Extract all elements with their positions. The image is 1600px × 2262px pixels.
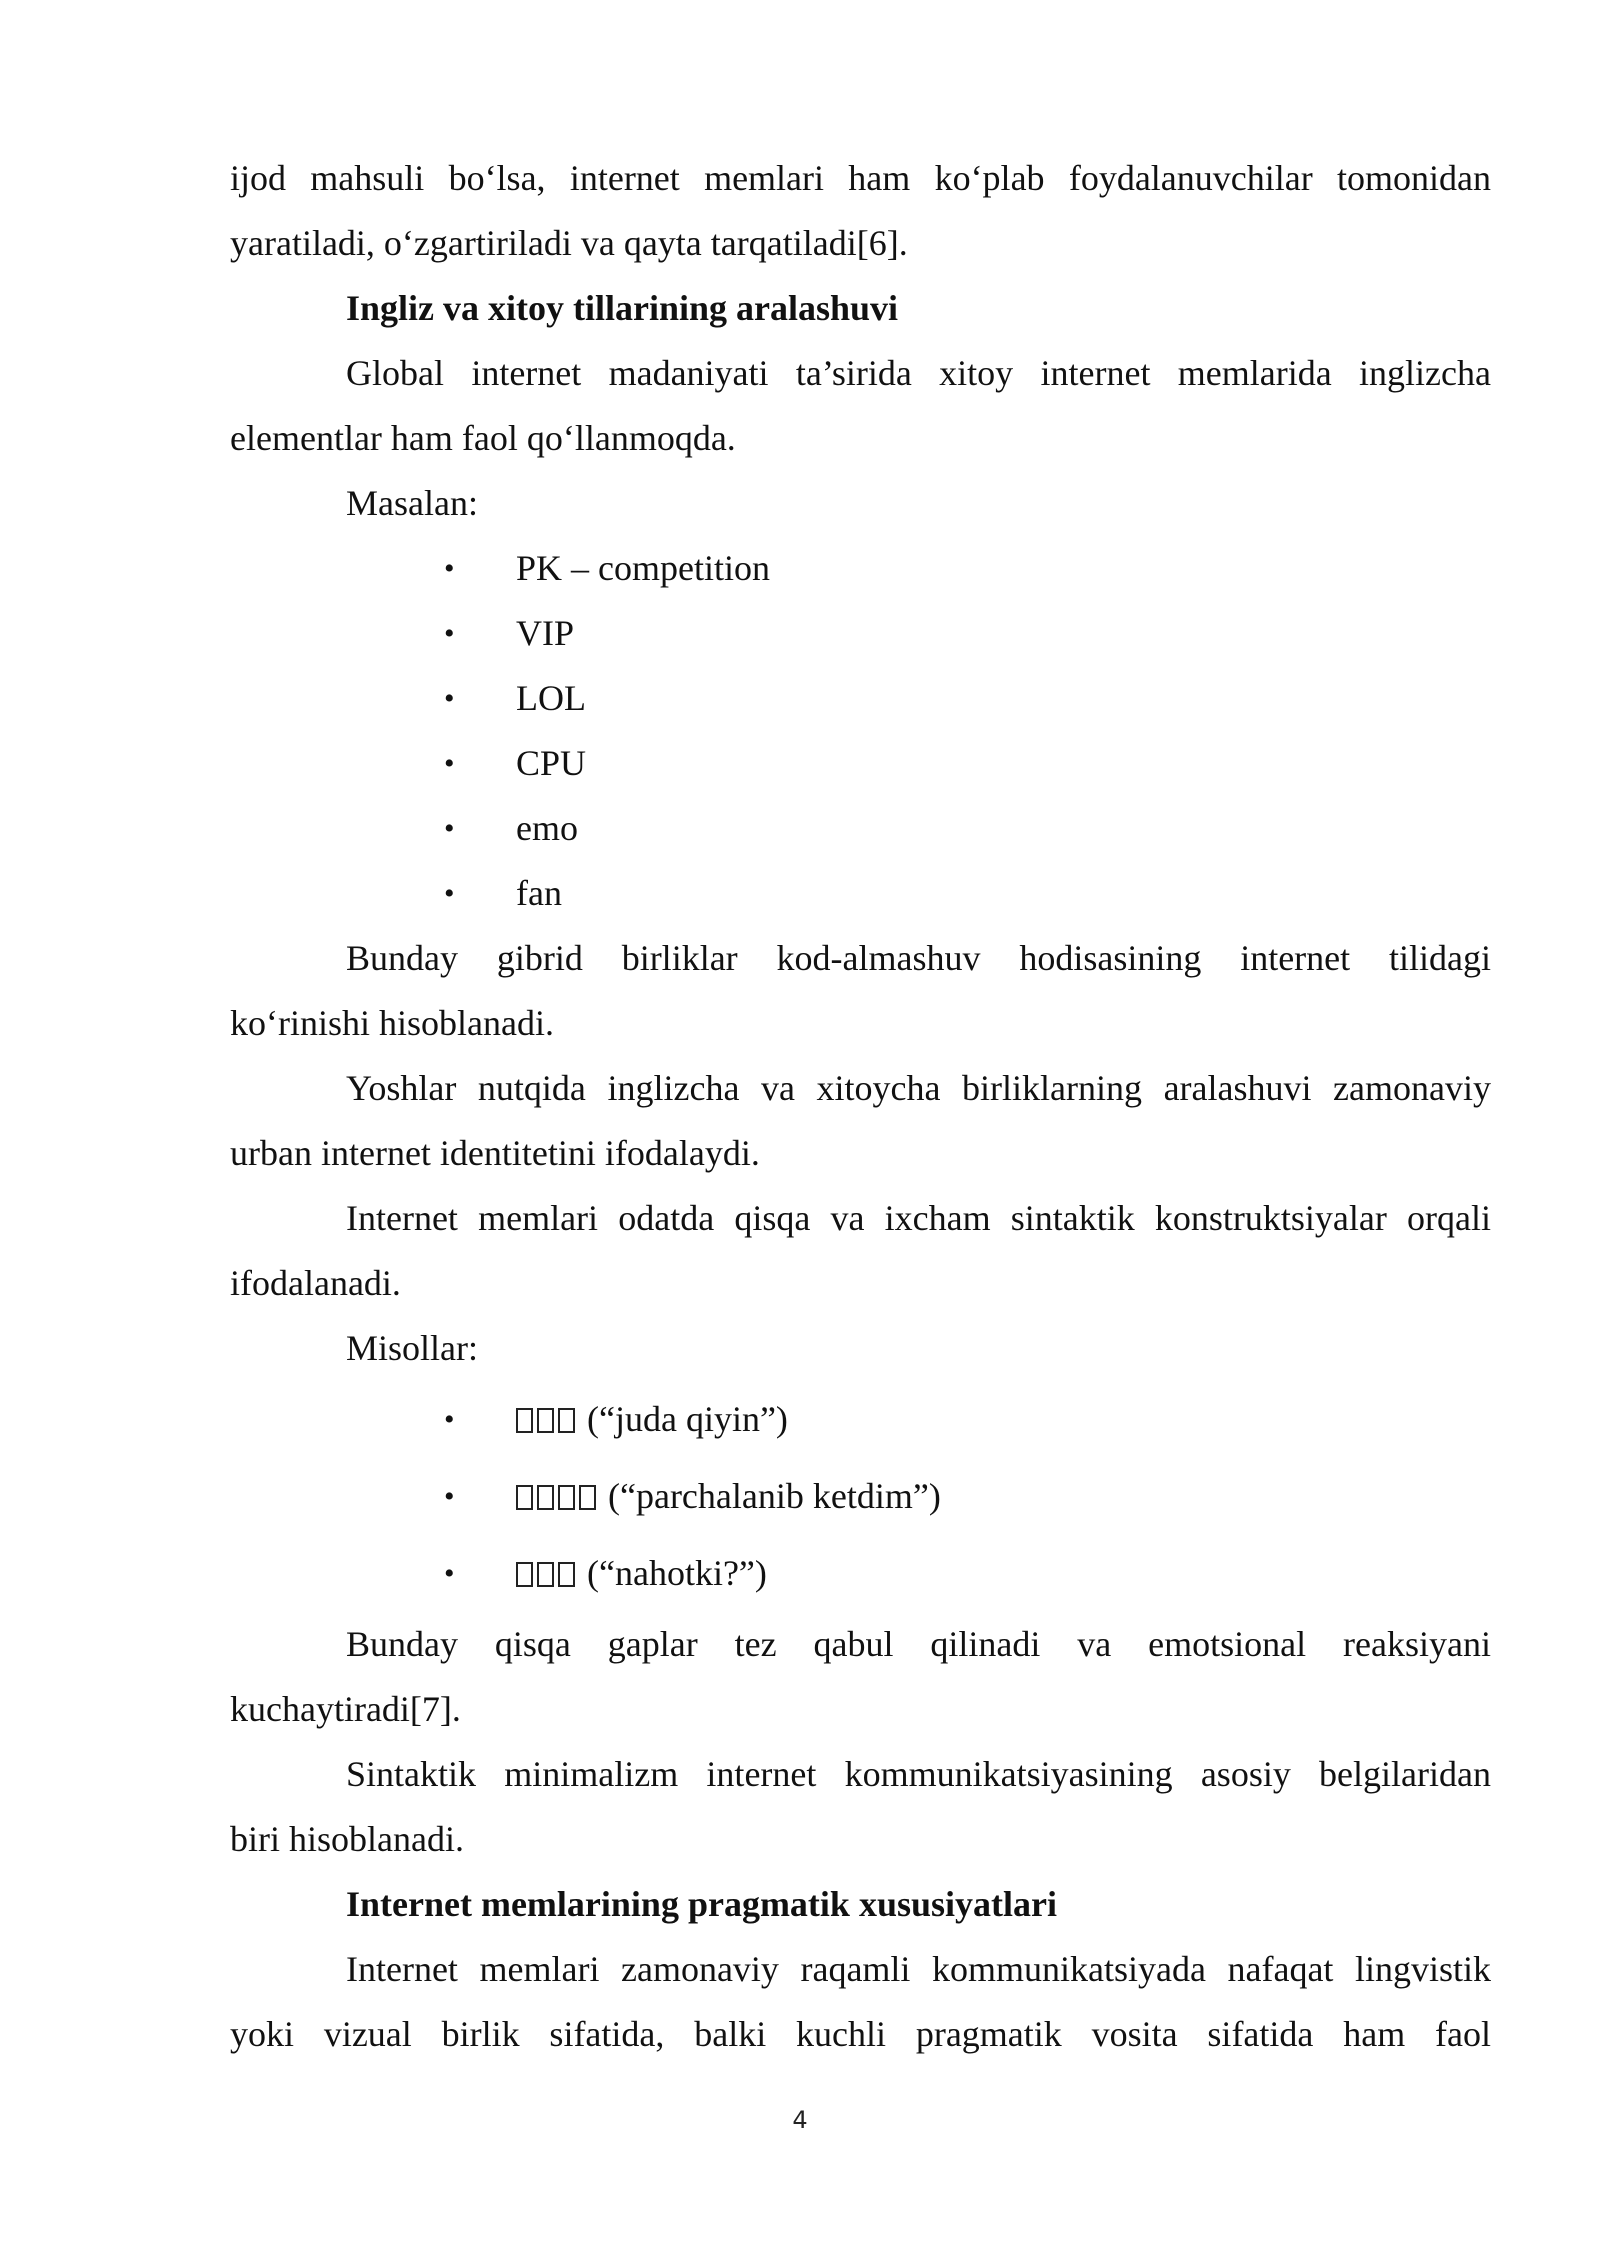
list-item-text: CPU <box>516 743 587 783</box>
list-item-text: VIP <box>516 613 575 653</box>
list-item-text <box>516 1458 941 1535</box>
missing-glyph-box <box>537 1408 554 1433</box>
missing-glyph-box <box>516 1562 533 1587</box>
list-item <box>230 666 1491 731</box>
list-item <box>230 536 1491 601</box>
list-item <box>230 1381 1491 1458</box>
list-item <box>230 796 1491 861</box>
missing-glyph-box <box>579 1485 596 1510</box>
section-heading: Internet memlarining pragmatik xususiyatlari <box>346 1884 1057 1924</box>
list-item <box>230 731 1491 796</box>
bullet-icon: • <box>444 747 455 780</box>
paragraph-line: biri hisoblanadi. <box>230 1819 464 1859</box>
missing-glyph-boxes <box>516 1458 600 1535</box>
bullet-icon: • <box>444 1403 455 1436</box>
missing-glyph-boxes <box>516 1381 579 1458</box>
paragraph-line: Internet memlari zamonaviy raqamli kommunikatsiyada nafaqat lingvistik <box>346 1949 1491 1989</box>
list-item <box>230 861 1491 926</box>
missing-glyph-boxes <box>516 1535 579 1612</box>
paragraph-line: Sintaktik minimalizm internet kommunikatsiyasining asosiy belgilaridan <box>346 1754 1491 1794</box>
paragraph-line: ko‘rinishi hisoblanadi. <box>230 1003 554 1043</box>
paragraph-line: Bunday gibrid birliklar kod-almashuv hodisasining internet tilidagi <box>346 938 1491 978</box>
paragraph-line: Bunday qisqa gaplar tez qabul qilinadi va emotsional reaksiyani <box>346 1624 1491 1664</box>
list-item-text: PK – competition <box>516 548 770 588</box>
bullet-icon: • <box>444 552 455 585</box>
paragraph-line: ifodalanadi. <box>230 1263 401 1303</box>
bullet-icon: • <box>444 682 455 715</box>
paragraph-line: Internet memlari odatda qisqa va ixcham sintaktik konstruktsiyalar orqali <box>346 1198 1491 1238</box>
bullet-icon: • <box>444 617 455 650</box>
paragraph-line: elementlar ham faol qo‘llanmoqda. <box>230 418 736 458</box>
paragraph-line: ijod mahsuli bo‘lsa, internet memlari ham ko‘plab foydalanuvchilar tomonidan <box>230 158 1491 198</box>
missing-glyph-box <box>516 1408 533 1433</box>
document-body <box>230 146 1491 2067</box>
missing-glyph-box <box>537 1562 554 1587</box>
list-item-gloss: (“nahotki?”) <box>587 1553 767 1593</box>
bullet-icon: • <box>444 812 455 845</box>
bullet-icon: • <box>444 1480 455 1513</box>
bullet-icon: • <box>444 877 455 910</box>
paragraph-line: yoki vizual birlik sifatida, balki kuchli pragmatik vosita sifatida ham faol <box>230 2014 1491 2054</box>
list-item-text <box>516 1381 788 1458</box>
list-item <box>230 1458 1491 1535</box>
missing-glyph-box <box>537 1485 554 1510</box>
paragraph-line: Yoshlar nutqida inglizcha va xitoycha birliklarning aralashuvi zamonaviy <box>346 1068 1491 1108</box>
list-item-text: fan <box>516 873 562 913</box>
missing-glyph-box <box>558 1485 575 1510</box>
paragraph-line: urban internet identitetini ifodalaydi. <box>230 1133 760 1173</box>
paragraph-line: kuchaytiradi[7]. <box>230 1689 461 1729</box>
missing-glyph-box <box>516 1485 533 1510</box>
list-item-text: emo <box>516 808 578 848</box>
paragraph-line: yaratiladi, o‘zgartiriladi va qayta tarqatiladi[6]. <box>230 223 908 263</box>
paragraph-line: Global internet madaniyati ta’sirida xitoy internet memlarida inglizcha <box>346 353 1491 393</box>
section-heading: Ingliz va xitoy tillarining aralashuvi <box>346 288 899 328</box>
page-number: 4 <box>792 2106 808 2134</box>
bullet-icon: • <box>444 1557 455 1590</box>
list-item <box>230 1535 1491 1612</box>
list-item-text: LOL <box>516 678 586 718</box>
list-item-gloss: (“juda qiyin”) <box>587 1399 788 1439</box>
list-item-text <box>516 1535 767 1612</box>
list-intro: Masalan: <box>346 483 478 523</box>
missing-glyph-box <box>558 1408 575 1433</box>
list-intro: Misollar: <box>346 1328 478 1368</box>
list-item <box>230 601 1491 666</box>
missing-glyph-box <box>558 1562 575 1587</box>
list-item-gloss: (“parchalanib ketdim”) <box>608 1476 941 1516</box>
